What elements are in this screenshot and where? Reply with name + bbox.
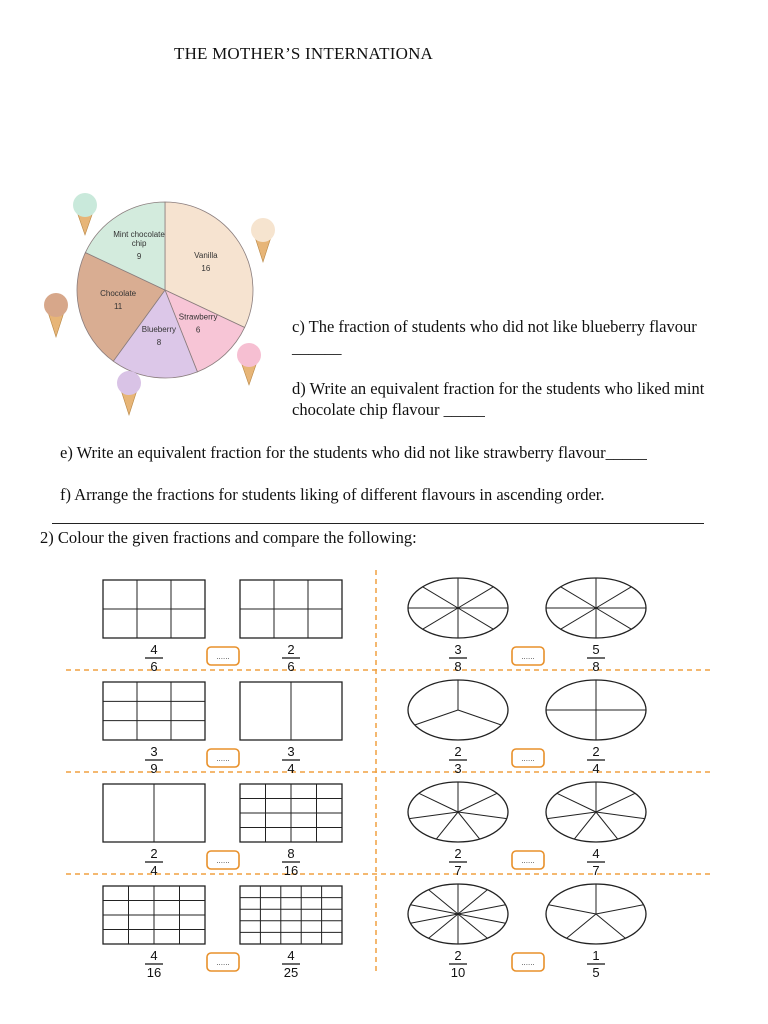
ice-cream-cone-icon	[237, 343, 261, 385]
pie-value-4: 9	[136, 252, 142, 262]
denominator: 10	[450, 965, 466, 980]
fraction-2-left	[145, 744, 163, 776]
denominator: 6	[150, 659, 158, 674]
shape-1-right[interactable]	[546, 578, 646, 638]
fraction-4-right	[282, 846, 300, 878]
svg-text:......: ......	[521, 958, 535, 967]
pie-label-1: Strawberry	[178, 312, 218, 322]
denominator: 16	[146, 965, 162, 980]
shape-7-left[interactable]	[408, 884, 508, 944]
compare-box-6[interactable]	[207, 953, 239, 971]
fraction-6-left	[145, 948, 163, 980]
fraction-6-right	[282, 948, 300, 980]
fraction-4-left	[145, 846, 163, 878]
pie-value-3: 11	[113, 302, 123, 312]
denominator: 6	[287, 659, 295, 674]
compare-box-4[interactable]	[207, 851, 239, 869]
fraction-3-left	[449, 744, 467, 776]
numerator: 3	[287, 744, 295, 759]
section-2-heading: 2) Colour the given fractions and compare the following:	[40, 528, 417, 547]
ice-cream-cone-icon	[117, 371, 141, 415]
shape-6-left[interactable]	[103, 886, 205, 944]
fraction-0-right	[282, 642, 300, 674]
fraction-1-left	[449, 642, 467, 674]
answer-line	[52, 523, 704, 524]
numerator: 2	[150, 846, 158, 861]
denominator: 8	[454, 659, 462, 674]
question-f: f) Arrange the fractions for students liking of different flavours in ascending order.	[60, 485, 605, 504]
denominator: 8	[592, 659, 600, 674]
shape-5-left[interactable]	[408, 782, 508, 842]
svg-text:......: ......	[216, 754, 230, 763]
numerator: 2	[454, 846, 462, 861]
fraction-5-right	[587, 846, 605, 878]
numerator: 5	[592, 642, 600, 657]
pie-value-1: 6	[195, 325, 201, 335]
shape-3-right[interactable]	[546, 680, 646, 740]
compare-box-7[interactable]	[512, 953, 544, 971]
fraction-7-right	[587, 948, 605, 980]
shape-6-right[interactable]	[240, 886, 342, 944]
denominator: 7	[454, 863, 462, 878]
compare-box-2[interactable]	[207, 749, 239, 767]
ice-cream-cone-icon	[73, 193, 97, 235]
numerator: 4	[150, 642, 158, 657]
fraction-3-right	[587, 744, 605, 776]
denominator: 4	[150, 863, 158, 878]
shape-5-right[interactable]	[546, 782, 646, 842]
denominator: 7	[592, 863, 600, 878]
denominator: 25	[283, 965, 299, 980]
compare-box-3[interactable]	[512, 749, 544, 767]
svg-text:......: ......	[521, 754, 535, 763]
numerator: 4	[150, 948, 158, 963]
flavour-pie-chart	[30, 185, 290, 425]
shape-2-right[interactable]	[240, 682, 342, 740]
numerator: 3	[150, 744, 158, 759]
svg-text:......: ......	[216, 958, 230, 967]
shape-0-left[interactable]	[103, 580, 205, 638]
fraction-0-left	[145, 642, 163, 674]
svg-text:......: ......	[216, 856, 230, 865]
numerator: 4	[287, 948, 295, 963]
numerator: 2	[454, 744, 462, 759]
pie-label-3: Chocolate	[100, 289, 137, 299]
denominator: 16	[283, 863, 299, 878]
fraction-7-left	[449, 948, 467, 980]
compare-box-0[interactable]	[207, 647, 239, 665]
numerator: 3	[454, 642, 462, 657]
question-d: d) Write an equivalent fraction for the students who liked mint chocolate chip flavour _____	[292, 379, 705, 419]
shape-4-right[interactable]	[240, 784, 342, 842]
shape-3-left[interactable]	[408, 680, 508, 740]
page-title: THE MOTHER’S INTERNATIONA	[174, 44, 434, 63]
numerator: 1	[592, 948, 600, 963]
compare-box-1[interactable]	[512, 647, 544, 665]
pie-value-2: 8	[156, 338, 162, 348]
compare-box-5[interactable]	[512, 851, 544, 869]
fraction-5-left	[449, 846, 467, 878]
svg-text:......: ......	[216, 652, 230, 661]
numerator: 4	[592, 846, 600, 861]
ice-cream-cone-icon	[44, 293, 68, 337]
denominator: 4	[592, 761, 600, 776]
question-c: c) The fraction of students who did not like blueberry flavour ______	[292, 317, 697, 357]
numerator: 2	[287, 642, 295, 657]
denominator: 4	[287, 761, 295, 776]
fraction-1-right	[587, 642, 605, 674]
fraction-comparison-grid	[0, 560, 768, 1024]
pie-label-0: Vanilla	[194, 251, 218, 261]
shape-2-left[interactable]	[103, 682, 205, 740]
ice-cream-cone-icon	[251, 218, 275, 262]
numerator: 2	[592, 744, 600, 759]
pie-label-2: Blueberry	[141, 325, 177, 335]
question-e: e) Write an equivalent fraction for the students who did not like strawberry flavour_____	[60, 443, 647, 462]
denominator: 5	[592, 965, 600, 980]
fraction-2-right	[282, 744, 300, 776]
shape-4-left[interactable]	[103, 784, 205, 842]
numerator: 8	[287, 846, 295, 861]
pie-value-0: 16	[201, 264, 211, 274]
shape-1-left[interactable]	[408, 578, 508, 638]
shape-7-right[interactable]	[546, 884, 646, 944]
pie-label-4: Mint chocolate chip	[113, 230, 165, 249]
svg-text:......: ......	[521, 856, 535, 865]
denominator: 9	[150, 761, 158, 776]
numerator: 2	[454, 948, 462, 963]
denominator: 3	[454, 761, 462, 776]
shape-0-right[interactable]	[240, 580, 342, 638]
svg-text:......: ......	[521, 652, 535, 661]
